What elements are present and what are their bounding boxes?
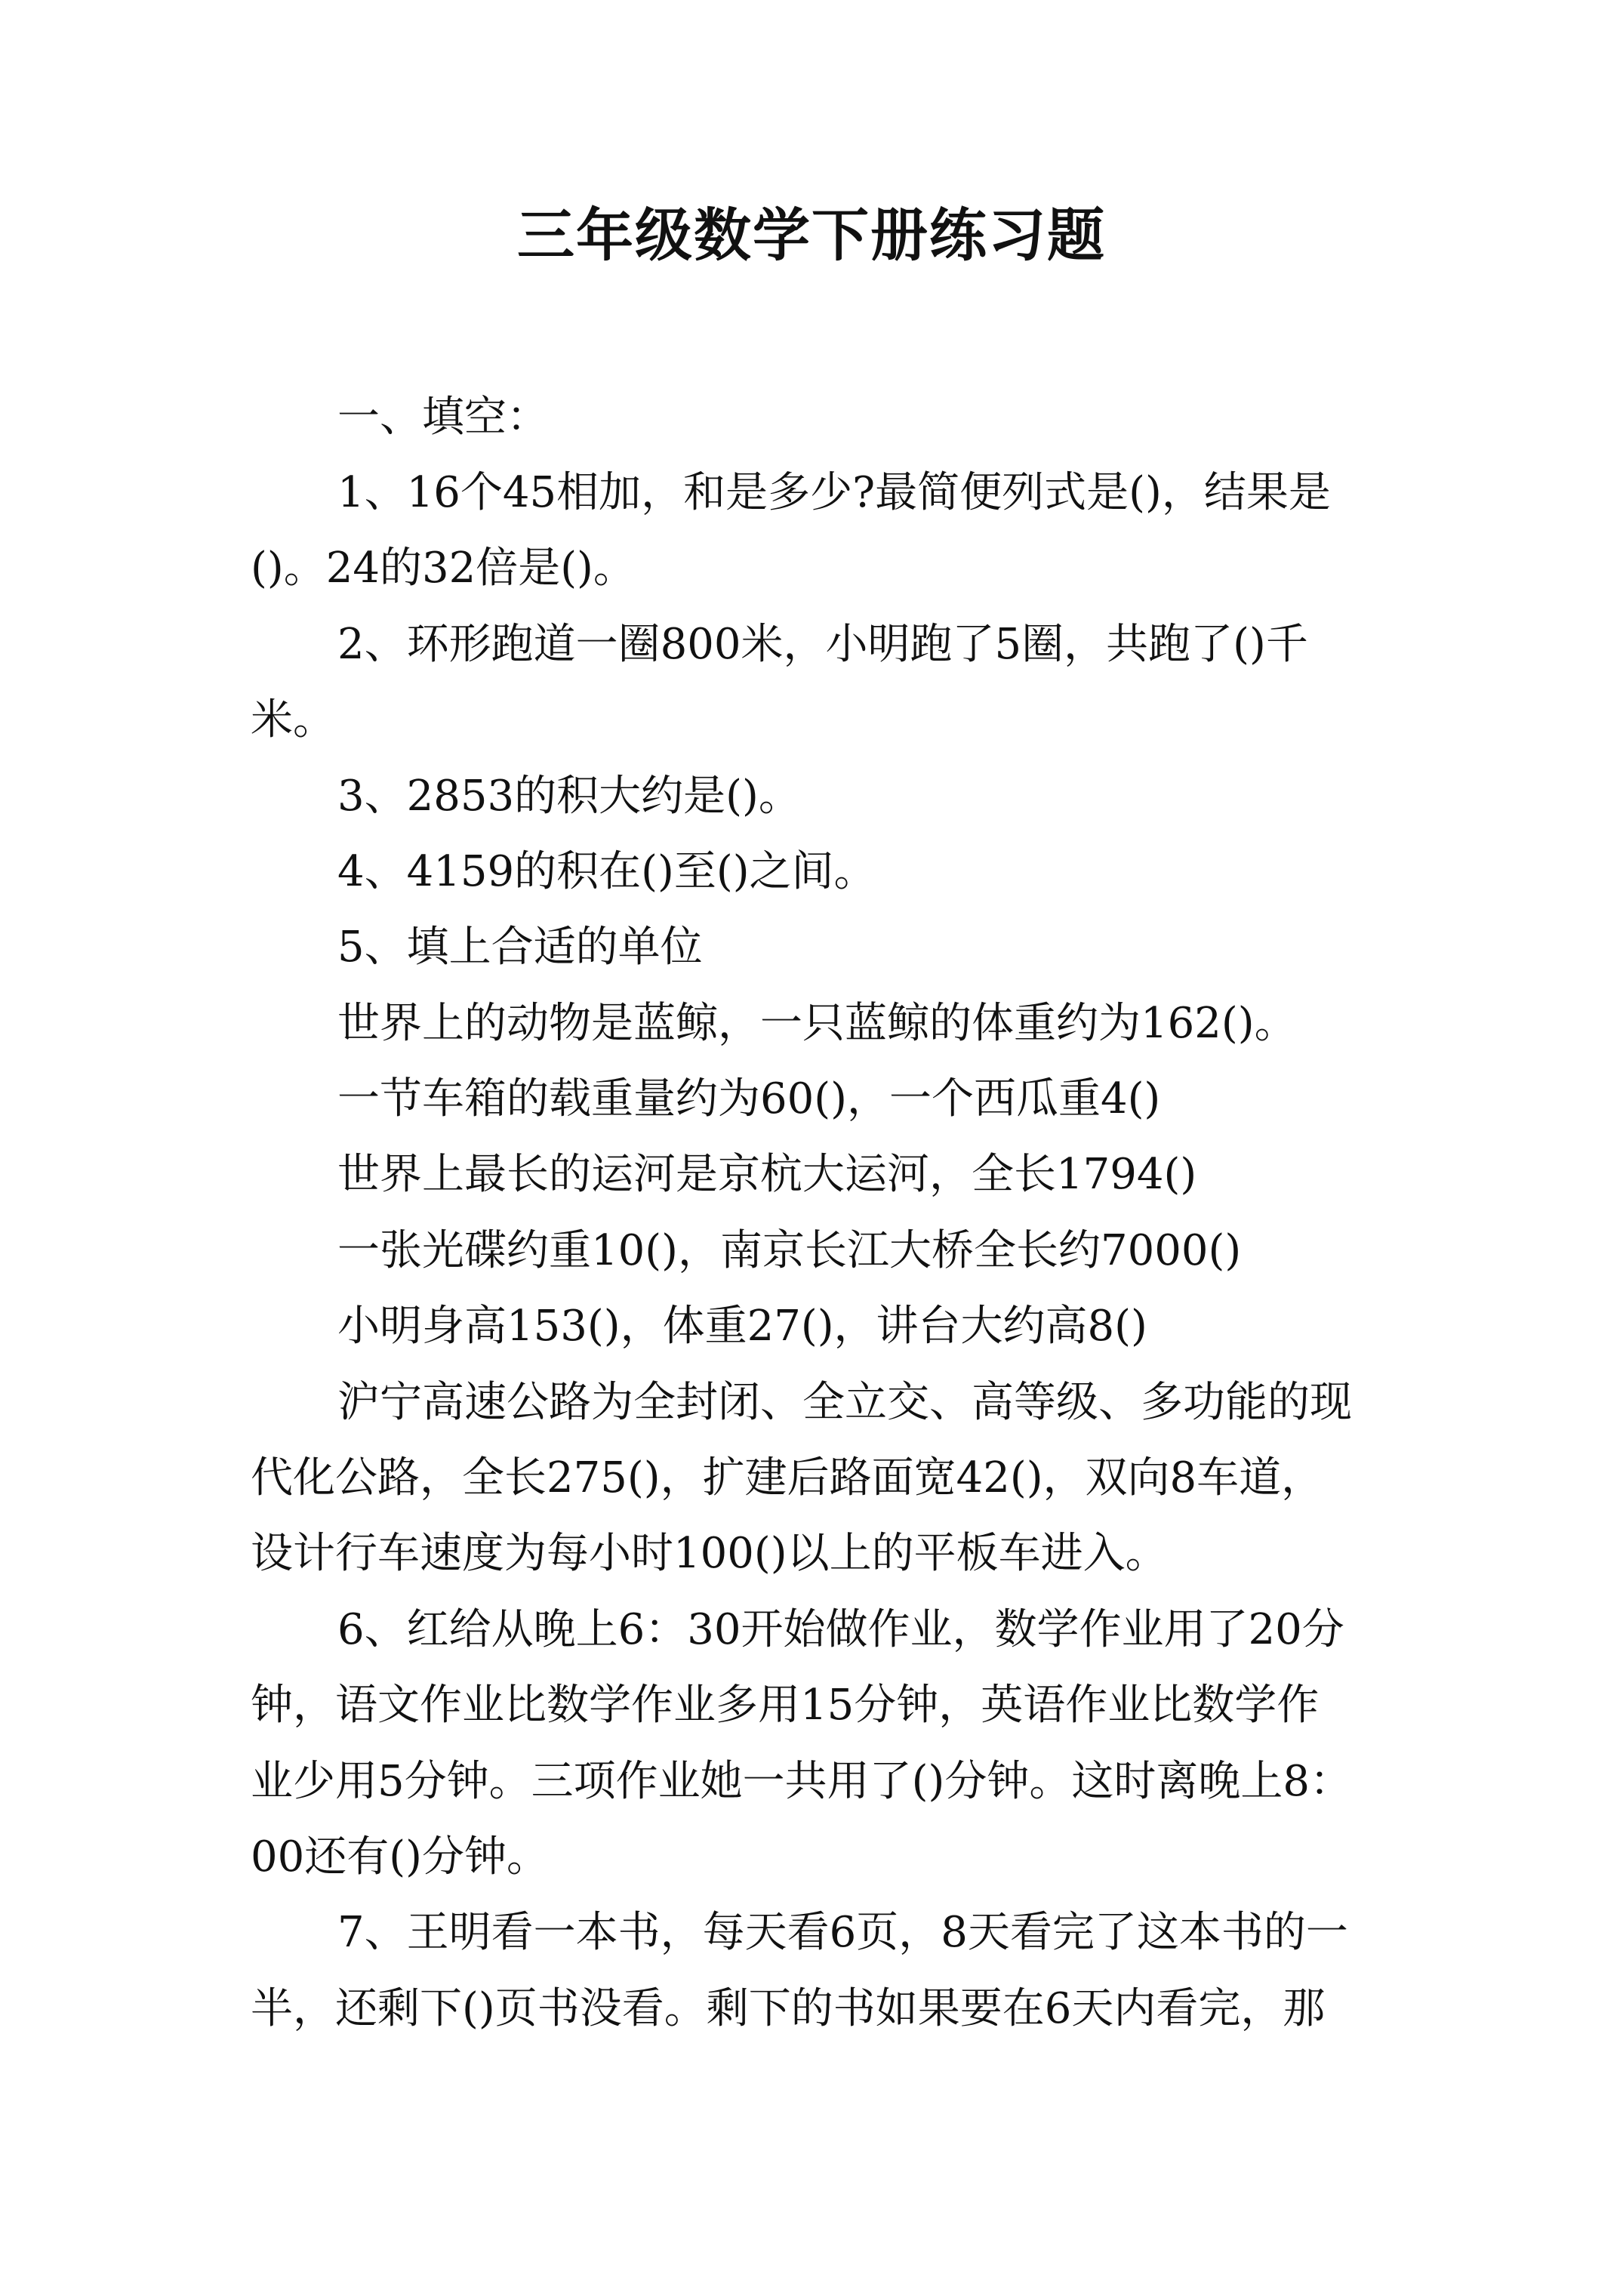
text-line: 7、王明看一本书，每天看6页，8天看完了这本书的一: [337, 1908, 1348, 1957]
text-line: 设计行车速度为每小时100()以上的平板车进入。: [251, 1529, 1168, 1578]
text-line: 世界上最长的运河是京杭大运河，全长1794(): [337, 1150, 1197, 1199]
document-title: 三年级数学下册练习题: [517, 202, 1106, 269]
text-line: 1、16个45相加，和是多少?最简便列式是()，结果是: [337, 468, 1331, 517]
text-line: 米。: [251, 695, 335, 744]
text-line: 00还有()分钟。: [251, 1832, 549, 1881]
text-line: 小明身高153()，体重27()，讲台大约高8(): [337, 1302, 1147, 1351]
text-line: 钟，语文作业比数学作业多用15分钟，英语作业比数学作: [251, 1681, 1320, 1730]
text-line: 世界上的动物是蓝鲸，一只蓝鲸的体重约为162()。: [337, 999, 1297, 1048]
text-line: 4、4159的积在()至()之间。: [337, 847, 876, 896]
text-line: 半，还剩下()页书没看。剩下的书如果要在6天内看完，那: [251, 1984, 1326, 2033]
text-line: ()。24的32倍是()。: [251, 544, 636, 593]
text-line: 3、2853的积大约是()。: [337, 772, 801, 821]
text-line: 沪宁高速公路为全封闭、全立交、高等级、多功能的现: [337, 1378, 1352, 1427]
text-line: 6、红给从晚上6：30开始做作业，数学作业用了20分: [337, 1605, 1344, 1654]
section-heading-fill-blank: 一、填空：: [337, 393, 549, 442]
text-line: 一张光碟约重10()，南京长江大桥全长约7000(): [337, 1226, 1242, 1275]
text-line: 一节车箱的载重量约为60()，一个西瓜重4(): [337, 1074, 1161, 1123]
text-line: 5、填上合适的单位: [337, 923, 703, 972]
text-line: 2、环形跑道一圈800米，小明跑了5圈，共跑了()千: [337, 620, 1308, 669]
text-line: 代化公路，全长275()，扩建后路面宽42()，双向8车道，: [251, 1453, 1324, 1502]
text-line: 业少用5分钟。三项作业她一共用了()分钟。这时离晚上8：: [251, 1757, 1352, 1806]
